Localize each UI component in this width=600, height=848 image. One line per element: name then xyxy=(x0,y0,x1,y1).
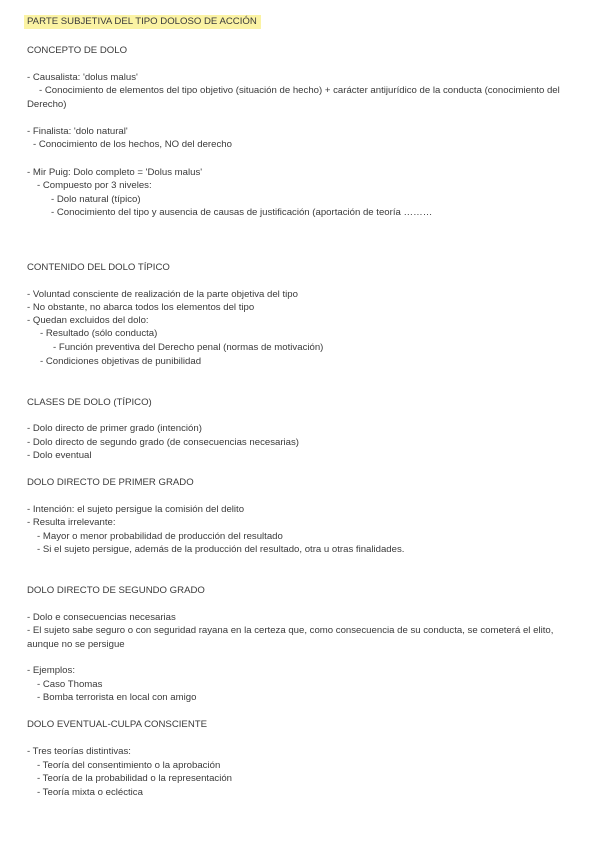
line-contenido-5: - Función preventiva del Derecho penal (normas de motivación) xyxy=(53,342,324,353)
document-title xyxy=(27,15,261,29)
line-compuesto: - Compuesto por 3 niveles: xyxy=(37,180,152,191)
section-heading-clases: CLASES DE DOLO (TÍPICO) xyxy=(27,397,152,408)
section-heading-concepto: CONCEPTO DE DOLO xyxy=(27,45,128,56)
line-segundo-grado-1: - Dolo e consecuencias necesarias xyxy=(27,612,176,623)
line-primer-grado-2: - Resulta irrelevante: xyxy=(27,517,116,528)
line-clases-1: - Dolo directo de primer grado (intención) xyxy=(27,423,202,434)
line-eventual-3: - Teoría de la probabilidad o la representación xyxy=(37,773,233,784)
document-title-highlight: PARTE SUBJETIVA DEL TIPO DOLOSO DE ACCIÓN xyxy=(24,15,261,29)
line-segundo-grado-2: - El sujeto sabe seguro o con seguridad rayana en la certeza que, como consecuencia de su conducta, se cometerá el elito, aunque no se persigue xyxy=(27,625,554,650)
section-heading-contenido: CONTENIDO DEL DOLO TÍPICO xyxy=(27,262,170,273)
line-finalista: - Finalista: 'dolo natural' xyxy=(27,126,128,137)
line-eventual-2: - Teoría del consentimiento o la aprobación xyxy=(37,760,221,771)
line-eventual-1: - Tres teorías distintivas: xyxy=(27,746,131,757)
line-contenido-1: - Voluntad consciente de realización de la parte objetiva del tipo xyxy=(27,289,298,300)
line-contenido-6: - Condiciones objetivas de punibilidad xyxy=(40,356,202,367)
line-clases-2: - Dolo directo de segundo grado (de consecuencias necesarias) xyxy=(27,437,299,448)
section-heading-eventual: DOLO EVENTUAL-CULPA CONSCIENTE xyxy=(27,719,208,730)
line-ejemplo-2: - Bomba terrorista en local con amigo xyxy=(37,692,197,703)
line-causalista: - Causalista: 'dolus malus' xyxy=(27,72,138,83)
line-eventual-4: - Teoría mixta o ecléctica xyxy=(37,787,143,798)
section-heading-primer-grado: DOLO DIRECTO DE PRIMER GRADO xyxy=(27,477,194,488)
line-contenido-3: - Quedan excluidos del dolo: xyxy=(27,315,149,326)
line-causalista-sub: - Conocimiento de elementos del tipo objetivo (situación de hecho) + carácter antijurídico de la conducta (conocimiento del Derecho) xyxy=(27,85,560,110)
line-contenido-4: - Resultado (sólo conducta) xyxy=(40,328,158,339)
line-primer-grado-4: - Si el sujeto persigue, además de la producción del resultado, otra u otras finalidades. xyxy=(37,544,405,555)
line-contenido-2: - No obstante, no abarca todos los elementos del tipo xyxy=(27,302,255,313)
line-ejemplos: - Ejemplos: xyxy=(27,665,75,676)
line-finalista-sub: - Conocimiento de los hechos, NO del derecho xyxy=(33,139,232,150)
section-heading-segundo-grado: DOLO DIRECTO DE SEGUNDO GRADO xyxy=(27,585,205,596)
line-nivel-2: - Conocimiento del tipo y ausencia de causas de justificación (aportación de teoría ……… xyxy=(51,207,433,218)
line-ejemplo-1: - Caso Thomas xyxy=(37,679,103,690)
line-primer-grado-1: - Intención: el sujeto persigue la comisión del delito xyxy=(27,504,245,515)
line-primer-grado-3: - Mayor o menor probabilidad de producción del resultado xyxy=(37,531,283,542)
line-nivel-1: - Dolo natural (típico) xyxy=(51,194,141,205)
line-clases-3: - Dolo eventual xyxy=(27,450,92,461)
line-mir-puig: - Mir Puig: Dolo completo = 'Dolus malus' xyxy=(27,167,203,178)
